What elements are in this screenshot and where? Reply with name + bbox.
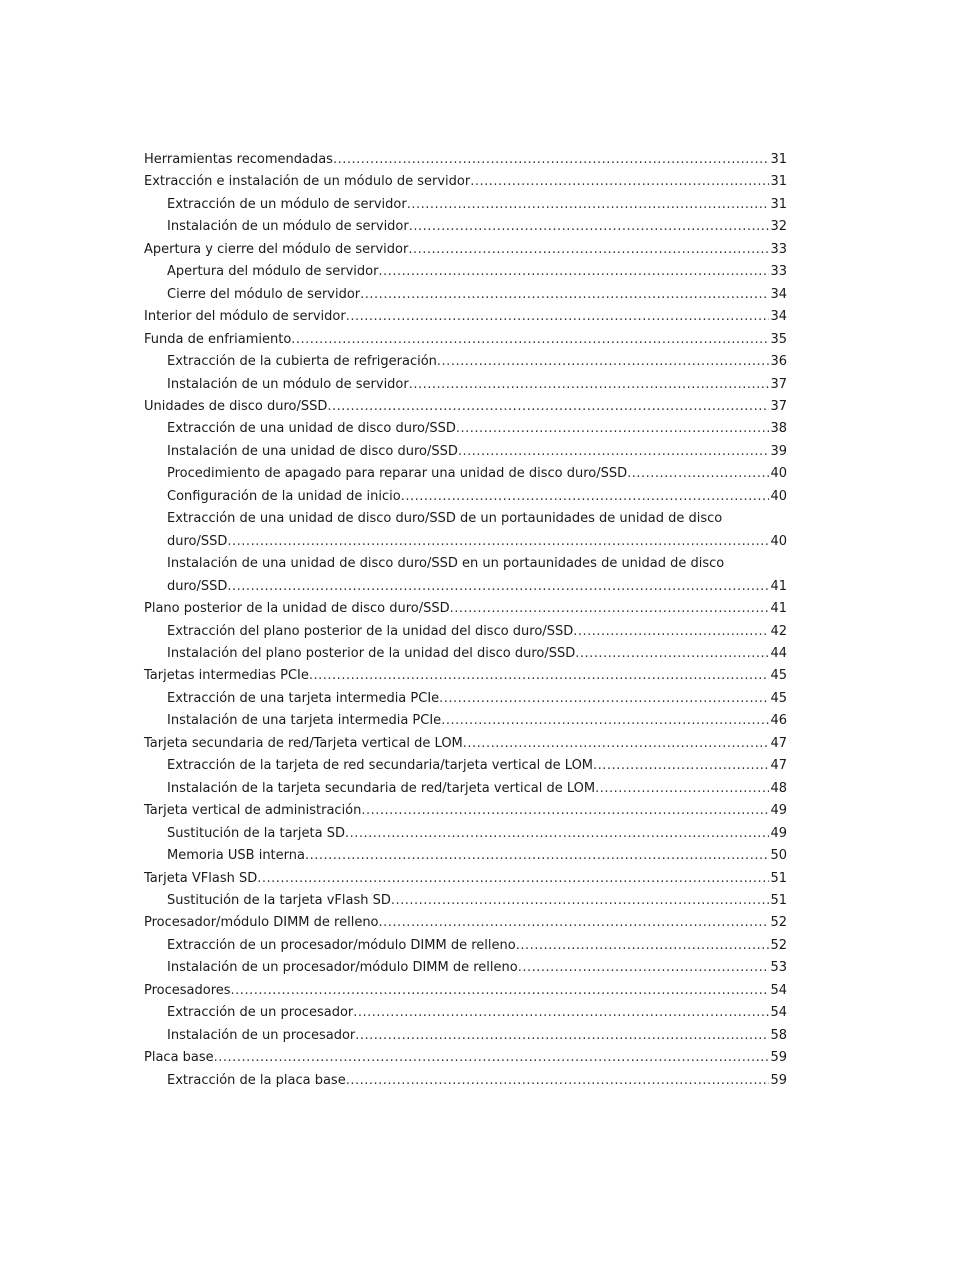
toc-entry[interactable] [144,643,787,665]
toc-entry-page-number: 35 [770,331,787,347]
toc-entry-title: Instalación de una tarjeta intermedia PCIe [167,713,442,729]
toc-entry-page-number: 40 [770,466,787,482]
toc-entry[interactable] [144,621,787,643]
toc-entry-page-number: 31 [770,196,787,212]
dot-leader [346,1070,770,1092]
dot-leader [214,1047,770,1069]
dot-leader [593,755,769,777]
toc-entry[interactable] [144,980,787,1002]
toc-entry-title: Placa base [144,1050,214,1066]
toc-entry-page-number: 33 [770,241,787,257]
dot-leader [573,621,769,643]
dot-leader [627,463,769,485]
toc-entry-title-continuation: duro/SSD [167,578,228,594]
toc-entry-title: Interior del módulo de servidor [144,309,346,325]
toc-entry[interactable] [144,149,787,171]
toc-entry-title: Extracción de la tarjeta de red secundaria/tarjeta vertical de LOM [167,758,594,774]
toc-entry-title: Extracción del plano posterior de la unidad del disco duro/SSD [167,623,574,639]
toc-entry-page-number: 34 [770,309,787,325]
toc-entry-title: Apertura del módulo de servidor [167,264,379,280]
dot-leader [456,418,770,440]
toc-entry-title: Extracción de la placa base [167,1072,346,1088]
dot-leader [575,643,769,665]
toc-entry[interactable] [144,868,787,890]
toc-entry[interactable] [144,216,787,238]
toc-entry-page-number: 54 [770,982,787,998]
dot-leader [227,531,769,553]
toc-entry-page-number: 48 [770,780,787,796]
toc-entry[interactable] [144,912,787,934]
dot-leader [516,935,770,957]
toc-entry[interactable] [144,1047,787,1069]
toc-entry-page-number: 59 [770,1072,787,1088]
toc-entry-page-number: 46 [770,713,787,729]
dot-leader [227,576,769,598]
toc-entry-page-number: 47 [770,735,787,751]
toc-entry-title: Unidades de disco duro/SSD [144,398,328,414]
toc-entry[interactable] [144,463,787,485]
toc-entry-page-number: 31 [770,174,787,190]
toc-entry[interactable] [144,1070,787,1092]
toc-entry-continuation[interactable] [144,576,787,598]
toc-entry[interactable] [144,284,787,306]
toc-entry-continuation[interactable] [144,531,787,553]
toc-entry-title: Sustitución de la tarjeta SD [167,825,345,841]
toc-entry-page-number: 42 [770,623,787,639]
toc-entry-title: Cierre del módulo de servidor [167,286,361,302]
dot-leader [407,194,770,216]
dot-leader [518,957,770,979]
toc-entry-title: Extracción de una tarjeta intermedia PCIe [167,690,440,706]
toc-entry-page-number: 45 [770,690,787,706]
dot-leader [361,800,769,822]
toc-entry-title: Tarjetas intermedias PCIe [144,668,309,684]
toc-entry-title: Funda de enfriamiento [144,331,292,347]
dot-leader [360,284,769,306]
toc-entry[interactable] [144,710,787,732]
toc-entry-page-number: 44 [770,645,787,661]
dot-leader [441,710,769,732]
toc-entry[interactable] [144,598,787,620]
toc-entry[interactable] [144,957,787,979]
dot-leader [309,665,770,687]
toc-entry[interactable] [144,665,787,687]
toc-entry[interactable] [144,823,787,845]
toc-entry-title: Instalación de un procesador/módulo DIMM de relleno [167,960,518,976]
dot-leader [401,486,770,508]
dot-leader [346,306,770,328]
dot-leader [345,823,769,845]
toc-entry-page-number: 37 [770,376,787,392]
toc-entry-title: Apertura y cierre del módulo de servidor [144,241,409,257]
toc-entry-page-number: 41 [770,578,787,594]
dot-leader [408,239,769,261]
dot-leader [595,778,769,800]
dot-leader [353,1002,769,1024]
dot-leader [257,868,769,890]
dot-leader [391,890,770,912]
table-of-contents [144,149,787,1092]
toc-entry-page-number: 52 [770,937,787,953]
toc-entry-title: Extracción de una unidad de disco duro/SSD [167,421,456,437]
toc-entry-page-number: 53 [770,960,787,976]
toc-entry-page-number: 45 [770,668,787,684]
toc-entry[interactable] [144,890,787,912]
dot-leader [409,216,770,238]
toc-entry[interactable] [144,688,787,710]
toc-entry-page-number: 41 [770,601,787,617]
toc-entry-page-number: 58 [770,1027,787,1043]
toc-entry[interactable] [144,441,787,463]
toc-entry-page-number: 39 [770,443,787,459]
toc-entry[interactable] [144,261,787,283]
toc-entry-title: Instalación de una unidad de disco duro/SSD [167,443,458,459]
toc-entry-title: Configuración de la unidad de inicio [167,488,401,504]
toc-entry[interactable] [144,755,787,777]
toc-entry[interactable] [144,1025,787,1047]
toc-entry-title: Instalación de un procesador [167,1027,356,1043]
toc-entry-page-number: 34 [770,286,787,302]
toc-entry[interactable] [144,171,787,193]
toc-entry-title: Instalación de la tarjeta secundaria de red/tarjeta vertical de LOM [167,780,596,796]
toc-entry-title: Instalación de una unidad de disco duro/SSD en un portaunidades de unidad de disco [167,556,725,572]
toc-entry-title: Extracción de un módulo de servidor [167,196,407,212]
toc-entry-page-number: 50 [770,848,787,864]
dot-leader [437,351,770,373]
toc-entry-title: Instalación de un módulo de servidor [167,376,409,392]
toc-entry-page-number: 51 [770,870,787,886]
toc-entry-page-number: 37 [770,398,787,414]
toc-entry[interactable] [144,306,787,328]
toc-entry[interactable] [144,1002,787,1024]
toc-entry-title: Procesador/módulo DIMM de relleno [144,915,379,931]
toc-entry-page-number: 49 [770,825,787,841]
dot-leader [470,171,769,193]
toc-entry[interactable] [144,374,787,396]
toc-entry[interactable] [144,778,787,800]
toc-entry[interactable] [144,396,787,418]
toc-entry-title: Herramientas recomendadas [144,152,333,167]
dot-leader [409,374,770,396]
toc-entry[interactable] [144,845,787,867]
toc-entry-title: Extracción de una unidad de disco duro/SSD de un portaunidades de unidad de disco [167,511,723,527]
toc-entry-page-number: 33 [770,264,787,280]
toc-entry-title: Plano posterior de la unidad de disco duro/SSD [144,601,450,617]
toc-entry[interactable] [144,508,787,530]
toc-entry-title: Tarjeta vertical de administración [144,803,362,819]
toc-entry-page-number: 38 [770,421,787,437]
toc-entry[interactable] [144,935,787,957]
toc-entry[interactable] [144,553,787,575]
toc-entry[interactable] [144,800,787,822]
dot-leader [291,329,769,351]
dot-leader [458,441,770,463]
toc-entry-page-number: 40 [770,488,787,504]
dot-leader [450,598,770,620]
dot-leader [305,845,769,867]
toc-entry-page-number: 51 [770,892,787,908]
dot-leader [379,912,770,934]
toc-entry-page-number: 52 [770,915,787,931]
dot-leader [378,261,769,283]
toc-entry-page-number: 47 [770,758,787,774]
toc-entry-title: Tarjeta secundaria de red/Tarjeta vertical de LOM [144,735,463,751]
toc-entry-title: Tarjeta VFlash SD [144,870,258,886]
toc-entry-page-number: 31 [770,152,787,167]
dot-leader [231,980,770,1002]
toc-entry-page-number: 54 [770,1005,787,1021]
toc-entry-title: Extracción de la cubierta de refrigeración [167,354,437,370]
toc-entry[interactable] [144,239,787,261]
toc-entry[interactable] [144,194,787,216]
toc-entry-title: Procedimiento de apagado para reparar una unidad de disco duro/SSD [167,466,628,482]
toc-entry-title: Extracción de un procesador [167,1005,354,1021]
dot-leader [463,733,770,755]
toc-entry-title: Sustitución de la tarjeta vFlash SD [167,892,391,908]
toc-entry-page-number: 59 [770,1050,787,1066]
toc-entry-title: Instalación del plano posterior de la unidad del disco duro/SSD [167,645,576,661]
dot-leader [333,149,770,171]
toc-entry-title: Memoria USB interna [167,848,305,864]
toc-entry[interactable] [144,486,787,508]
toc-entry-page-number: 49 [770,803,787,819]
dot-leader [355,1025,769,1047]
toc-entry-title: Instalación de un módulo de servidor [167,219,409,235]
toc-entry-page-number: 40 [770,533,787,549]
toc-entry[interactable] [144,351,787,373]
toc-entry-title: Extracción de un procesador/módulo DIMM de relleno [167,937,516,953]
toc-entry[interactable] [144,733,787,755]
dot-leader [439,688,769,710]
dot-leader [327,396,769,418]
toc-entry-title: Procesadores [144,982,231,998]
toc-entry-title-continuation: duro/SSD [167,533,228,549]
toc-entry[interactable] [144,329,787,351]
toc-entry-title: Extracción e instalación de un módulo de servidor [144,174,471,190]
toc-entry[interactable] [144,418,787,440]
toc-entry-page-number: 36 [770,354,787,370]
toc-entry-page-number: 32 [770,219,787,235]
